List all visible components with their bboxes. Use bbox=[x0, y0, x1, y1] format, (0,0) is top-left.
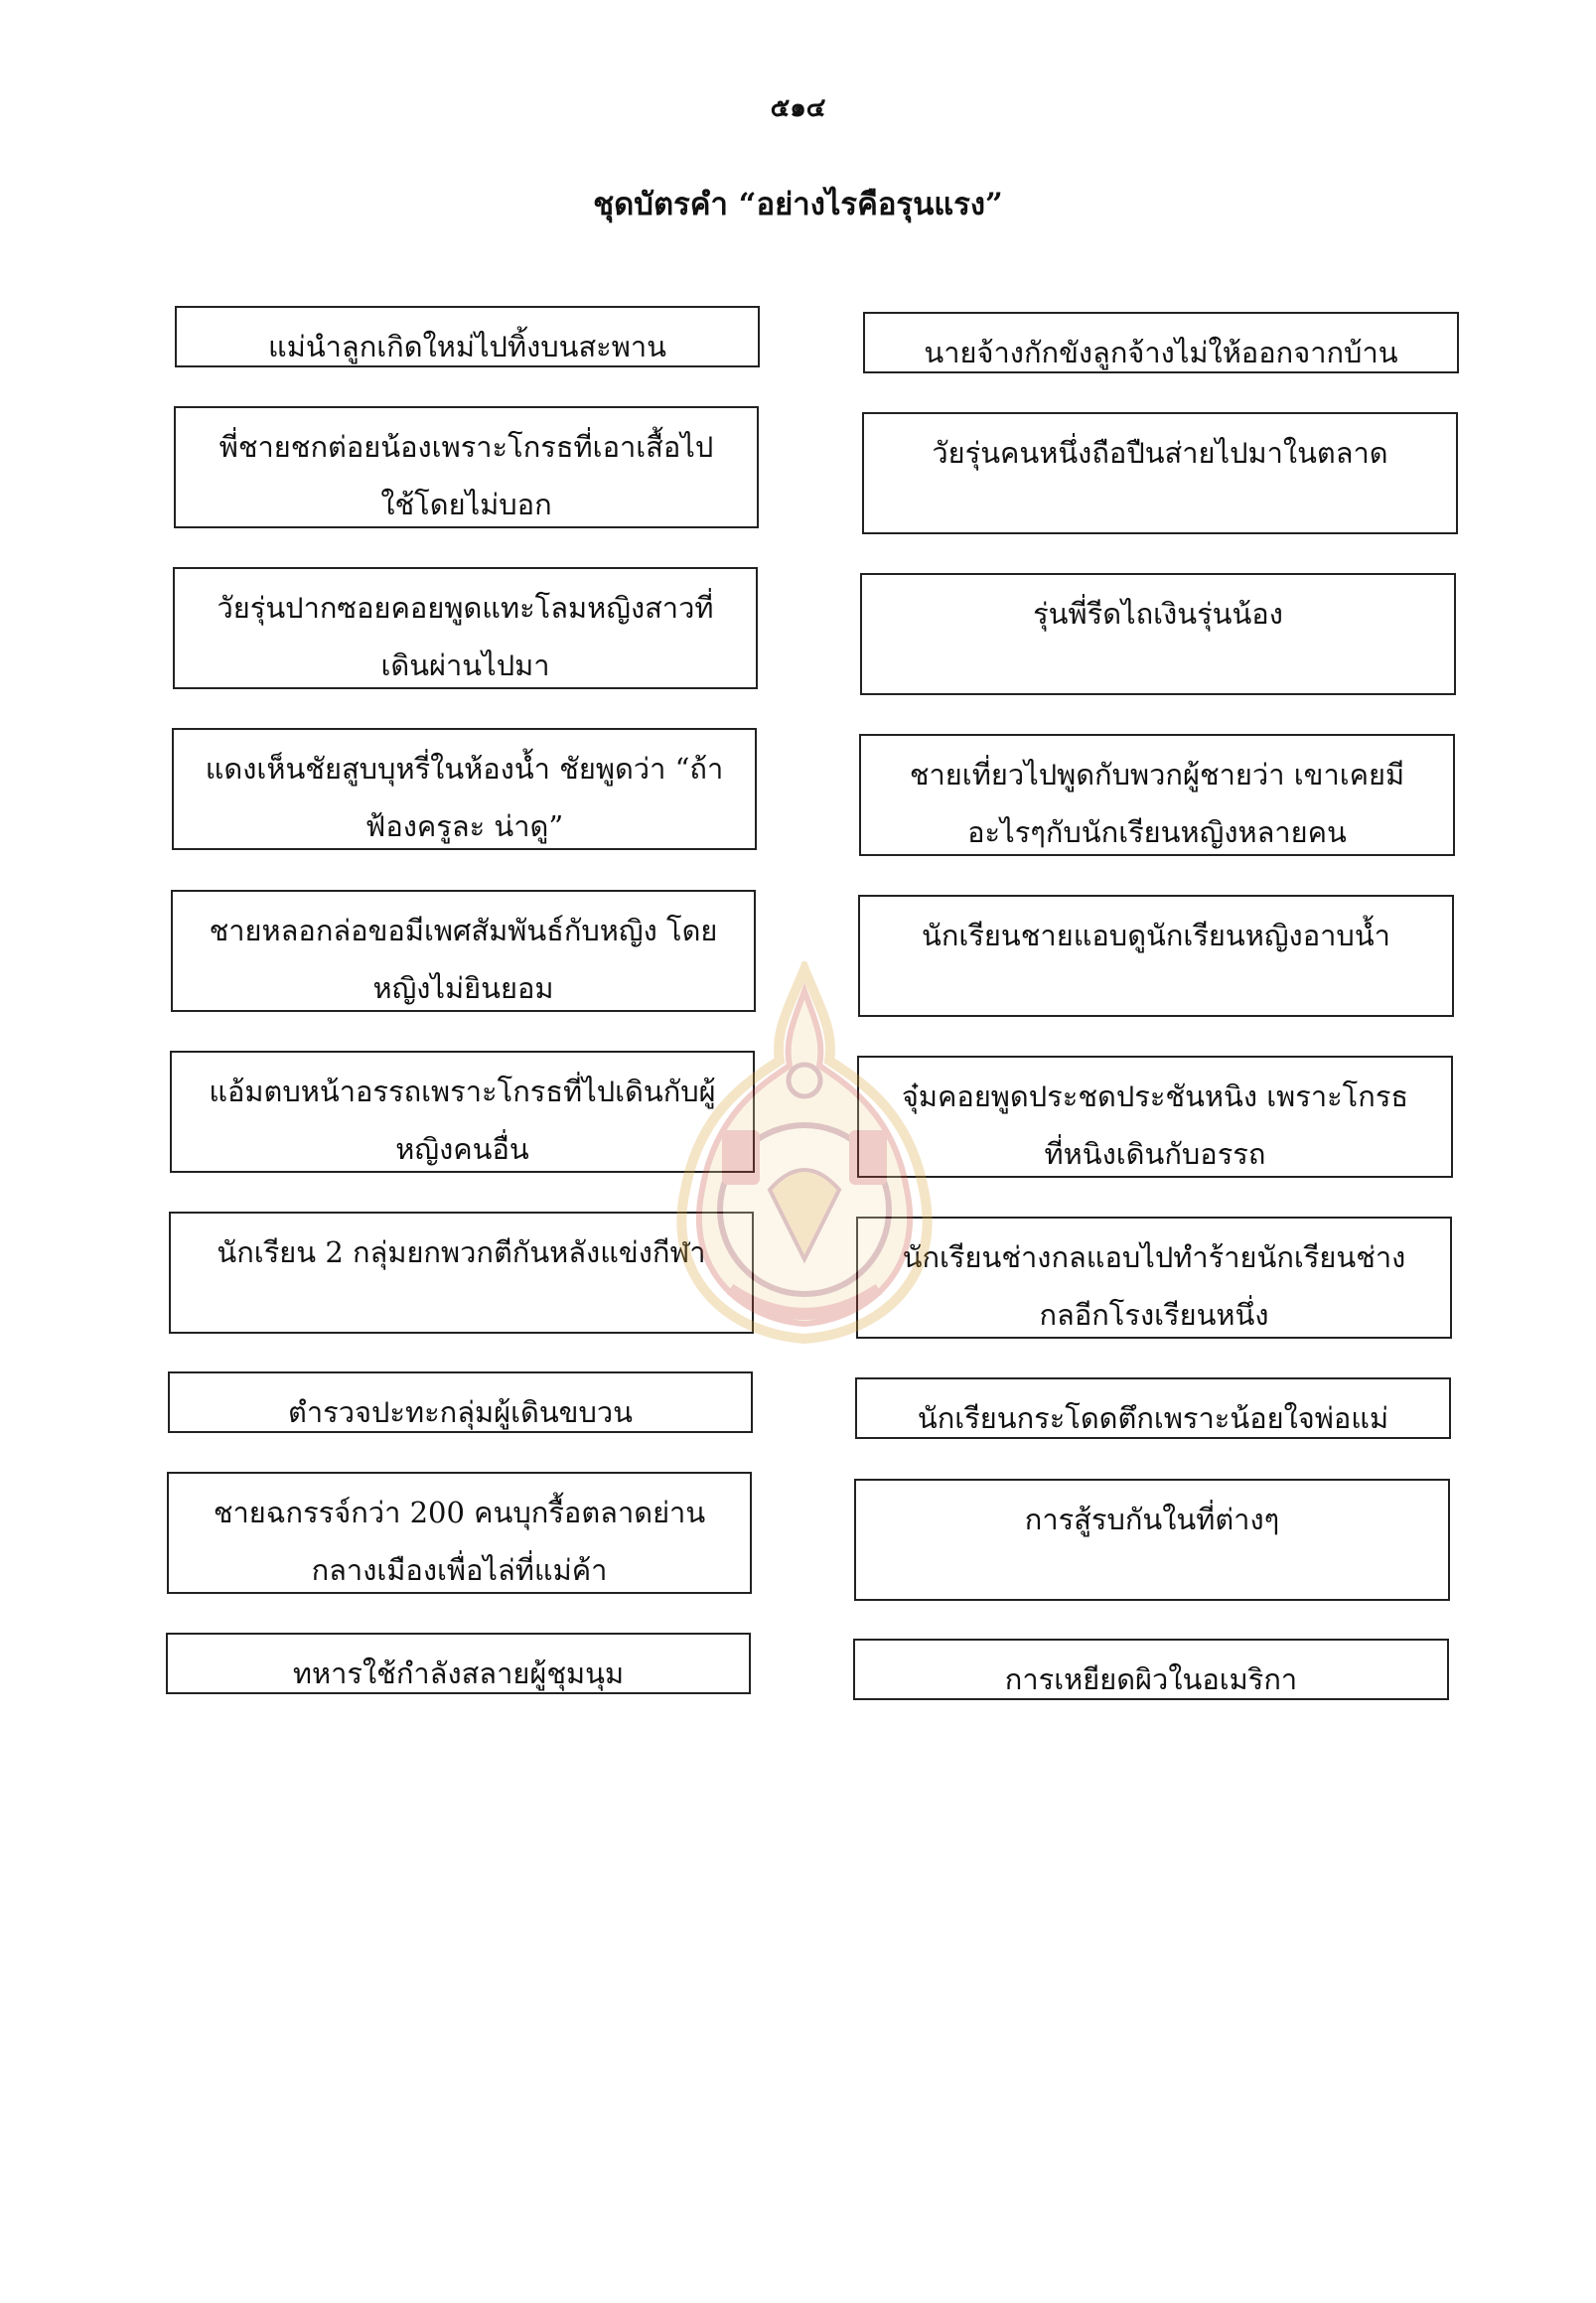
card-text: นักเรียนชายแอบดูนักเรียนหญิงอาบน้ำ bbox=[922, 919, 1390, 952]
card-right-4 bbox=[859, 734, 1455, 856]
card-right-1 bbox=[863, 312, 1459, 373]
card-right-2 bbox=[862, 412, 1458, 534]
page-title: ชุดบัตรคำ “อย่างไรคือรุนแรง” bbox=[593, 187, 1003, 222]
card-text: นักเรียน 2 กลุ่มยกพวกตีกันหลังแข่งกีฬา bbox=[217, 1235, 706, 1269]
card-right-10 bbox=[853, 1639, 1449, 1700]
card-left-8 bbox=[168, 1371, 753, 1433]
card-right-5 bbox=[858, 895, 1454, 1017]
page-number: ๕๑๔ bbox=[770, 93, 826, 123]
card-text: จุ๋มคอยพูดประชดประชันหนิง เพราะโกรธที่หนิงเดินกับอรรถ bbox=[901, 1080, 1409, 1171]
card-left-2 bbox=[174, 406, 759, 528]
card-left-5 bbox=[171, 890, 756, 1012]
card-text: การสู้รบกันในที่ต่างๆ bbox=[1024, 1503, 1280, 1536]
card-right-6 bbox=[857, 1056, 1453, 1178]
card-text: นายจ้างกักขังลูกจ้างไม่ให้ออกจากบ้าน bbox=[924, 336, 1398, 369]
card-left-1 bbox=[175, 306, 760, 367]
card-text: นักเรียนช่างกลแอบไปทำร้ายนักเรียนช่างกลอีกโรงเรียนหนึ่ง bbox=[902, 1240, 1406, 1332]
card-text: ชายเที่ยวไปพูดกับพวกผู้ชายว่า เขาเคยมีอะไรๆกับนักเรียนหญิงหลายคน bbox=[909, 758, 1405, 849]
card-left-10 bbox=[166, 1633, 751, 1694]
card-text: แอ้มตบหน้าอรรถเพราะโกรธที่ไปเดินกับผู้หญิงคนอื่น bbox=[209, 1075, 716, 1166]
card-right-8 bbox=[855, 1377, 1451, 1439]
card-right-7 bbox=[856, 1217, 1452, 1339]
card-left-4 bbox=[172, 728, 757, 850]
card-text: ชายหลอกล่อขอมีเพศสัมพันธ์กับหญิง โดยหญิงไม่ยินยอม bbox=[209, 914, 718, 1005]
card-text: พี่ชายชกต่อยน้องเพราะโกรธที่เอาเสื้อไปใช้โดยไม่บอก bbox=[218, 430, 714, 521]
card-text: ตำรวจปะทะกลุ่มผู้เดินขบวน bbox=[288, 1395, 633, 1429]
card-text: วัยรุ่นคนหนึ่งถือปืนส่ายไปมาในตลาด bbox=[932, 436, 1388, 470]
card-text: แดงเห็นชัยสูบบุหรี่ในห้องน้ำ ชัยพูดว่า “ถ้าฟ้องครูละ น่าดู” bbox=[205, 752, 724, 843]
card-left-6 bbox=[170, 1051, 755, 1173]
card-text: รุ่นพี่รีดไถเงินรุ่นน้อง bbox=[1033, 597, 1283, 631]
card-right-9 bbox=[854, 1479, 1450, 1601]
card-left-7 bbox=[169, 1212, 754, 1334]
card-text: แม่นำลูกเกิดใหม่ไปทิ้งบนสะพาน bbox=[268, 330, 666, 363]
card-right-3 bbox=[860, 573, 1456, 695]
card-text: นักเรียนกระโดดตึกเพราะน้อยใจพ่อแม่ bbox=[917, 1401, 1389, 1435]
card-text: ชายฉกรรจ์กว่า 200 คนบุกรื้อตลาดย่านกลางเมืองเพื่อไล่ที่แม่ค้า bbox=[213, 1496, 706, 1587]
card-text: ทหารใช้กำลังสลายผู้ชุมนุม bbox=[292, 1656, 625, 1690]
card-left-9 bbox=[167, 1472, 752, 1594]
card-text: วัยรุ่นปากซอยคอยพูดแทะโลมหญิงสาวที่เดินผ่านไปมา bbox=[217, 591, 714, 682]
card-text: การเหยียดผิวในอเมริกา bbox=[1004, 1662, 1298, 1696]
card-left-3 bbox=[173, 567, 758, 689]
